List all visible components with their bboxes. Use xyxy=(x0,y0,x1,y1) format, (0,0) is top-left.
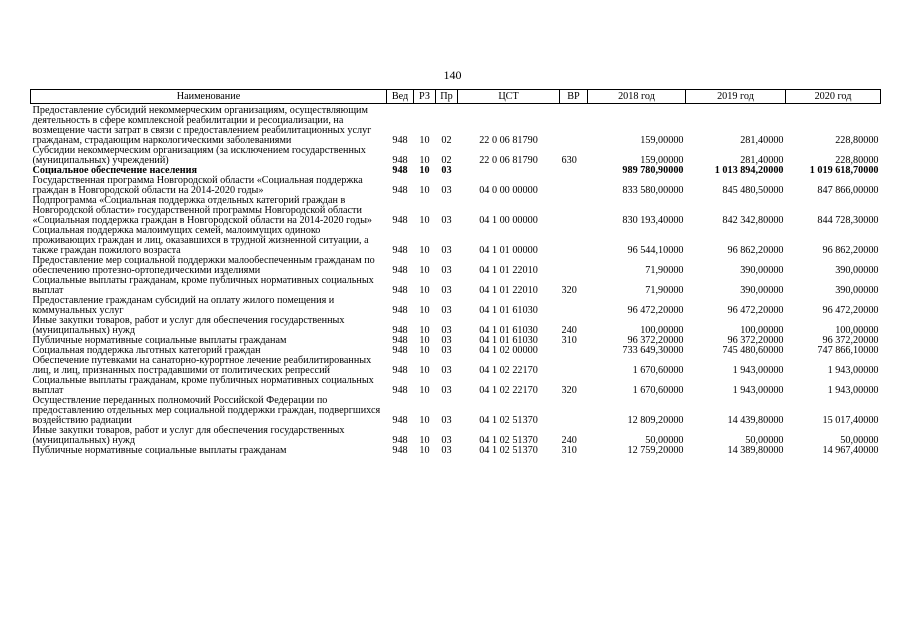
cell-2018: 96 472,20000 xyxy=(627,305,684,316)
cell-2020: 96 472,20000 xyxy=(822,305,879,316)
cell-ved: 948 xyxy=(392,345,408,356)
cell-2019: 96 862,20000 xyxy=(727,245,784,256)
cell-2020: 50,00000 xyxy=(840,435,879,446)
cell-2019: 50,00000 xyxy=(745,435,784,446)
cell-name: Субсидии некоммерческим организациям (за исключением государственных (муниципальных) учреждений) xyxy=(32,145,366,166)
cell-2020: 847 866,00000 xyxy=(817,185,879,196)
cell-2020: 1 019 618,70000 xyxy=(809,165,879,176)
cell-ved: 948 xyxy=(392,185,408,196)
cell-name: Публичные нормативные социальные выплаты гражданам xyxy=(32,335,287,346)
cell-2018: 833 580,00000 xyxy=(622,185,684,196)
cell-name: Социальная поддержка малоимущих семей, малоимущих одиноко проживающих граждан и лиц, оказавшихся в трудной жизненной ситуации, а также граждан пожилого возраста xyxy=(32,225,369,256)
cell-2018: 50,00000 xyxy=(645,435,684,446)
col-header-name: Наименование xyxy=(31,90,387,104)
cell-cst xyxy=(458,166,560,176)
cell-pr: 03 xyxy=(441,165,452,176)
cell-2018: 100,00000 xyxy=(640,325,684,336)
cell-vr xyxy=(560,196,588,226)
cell-vr: 240 xyxy=(561,435,577,446)
cell-name: Публичные нормативные социальные выплаты гражданам xyxy=(32,445,287,456)
table-row xyxy=(31,276,881,296)
cell-2019: 14 439,80000 xyxy=(727,415,784,426)
cell-ved: 948 xyxy=(392,325,408,336)
budget-table xyxy=(30,89,881,456)
cell-name: Обеспечение путевками на санаторно-курортное лечение реабилитированных лиц, и лиц, признанных пострадавшими от политических репрессий xyxy=(32,355,372,376)
cell-cst: 04 1 02 51370 xyxy=(479,435,538,446)
cell-rz: 10 xyxy=(419,215,430,226)
cell-cst: 04 1 01 00000 xyxy=(479,245,538,256)
cell-vr xyxy=(560,396,588,426)
cell-name: Социальные выплаты гражданам, кроме публичных нормативных социальных выплат xyxy=(32,375,374,396)
cell-2019: 745 480,60000 xyxy=(722,345,784,356)
cell-2019: 281,40000 xyxy=(740,155,784,166)
cell-2020: 15 017,40000 xyxy=(822,415,879,426)
cell-rz: 10 xyxy=(419,135,430,146)
table-row xyxy=(31,316,881,336)
cell-rz: 10 xyxy=(419,155,430,166)
cell-ved: 948 xyxy=(392,215,408,226)
cell-vr: 630 xyxy=(561,155,577,166)
cell-ved: 948 xyxy=(392,305,408,316)
cell-rz: 10 xyxy=(419,445,430,456)
cell-2020: 228,80000 xyxy=(835,155,879,166)
cell-pr: 03 xyxy=(441,285,452,296)
cell-pr: 03 xyxy=(441,365,452,376)
cell-2019: 14 389,80000 xyxy=(727,445,784,456)
cell-2018: 989 780,90000 xyxy=(622,165,684,176)
cell-2019: 1 943,00000 xyxy=(732,365,784,376)
cell-cst: 04 0 00 00000 xyxy=(479,185,538,196)
cell-vr xyxy=(560,346,588,356)
cell-pr: 03 xyxy=(441,305,452,316)
cell-ved: 948 xyxy=(392,245,408,256)
cell-2020: 100,00000 xyxy=(835,325,879,336)
cell-2019: 281,40000 xyxy=(740,135,784,146)
cell-vr xyxy=(560,356,588,376)
cell-vr: 310 xyxy=(561,445,577,456)
table-row xyxy=(31,104,881,147)
cell-2019: 100,00000 xyxy=(740,325,784,336)
cell-ved: 948 xyxy=(392,135,408,146)
cell-rz: 10 xyxy=(419,345,430,356)
table-row xyxy=(31,446,881,456)
col-header-2020: 2020 год xyxy=(786,90,881,104)
cell-2019: 390,00000 xyxy=(740,285,784,296)
table-row xyxy=(31,356,881,376)
cell-vr: 320 xyxy=(561,285,577,296)
cell-pr: 03 xyxy=(441,185,452,196)
cell-ved: 948 xyxy=(392,335,408,346)
cell-pr: 03 xyxy=(441,335,452,346)
cell-pr: 03 xyxy=(441,385,452,396)
cell-name: Социальная поддержка льготных категорий граждан xyxy=(32,345,261,356)
cell-rz: 10 xyxy=(419,305,430,316)
cell-rz: 10 xyxy=(419,415,430,426)
cell-ved: 948 xyxy=(392,165,408,176)
cell-2020: 844 728,30000 xyxy=(817,215,879,226)
cell-name: Осуществление переданных полномочий Российской Федерации по предоставлению отдельных мер социальной поддержки граждан, подвергшихся воздействию радиации xyxy=(32,395,381,426)
cell-2018: 96 544,10000 xyxy=(627,245,684,256)
cell-ved: 948 xyxy=(392,445,408,456)
cell-pr: 03 xyxy=(441,265,452,276)
cell-rz: 10 xyxy=(419,185,430,196)
cell-name: Социальные выплаты гражданам, кроме публичных нормативных социальных выплат xyxy=(32,275,374,296)
cell-rz: 10 xyxy=(419,165,430,176)
cell-cst: 04 1 02 51370 xyxy=(479,415,538,426)
cell-name: Предоставление мер социальной поддержки малообеспеченным гражданам по обеспечению протезно-ортопедическими изделиями xyxy=(32,255,375,276)
cell-2018: 1 670,60000 xyxy=(632,385,684,396)
table-row xyxy=(31,256,881,276)
cell-pr: 03 xyxy=(441,215,452,226)
cell-2020: 96 372,20000 xyxy=(822,335,879,346)
cell-2020: 96 862,20000 xyxy=(822,245,879,256)
cell-name: Предоставление субсидий некоммерческим организациям, осуществляющим деятельность в сфере комплексной реабилитации и ресоциализации, на возмещение части затрат в связи с предоставлением реабилитационных услуг гражданам, страдающим наркологическими заболеваниями xyxy=(32,105,372,146)
table-body xyxy=(31,104,881,457)
cell-rz: 10 xyxy=(419,385,430,396)
cell-name: Государственная программа Новгородской области «Социальная поддержка граждан в Новгородской области на 2014-2020 годы» xyxy=(32,175,363,196)
table-row xyxy=(31,396,881,426)
col-header-cst: ЦСТ xyxy=(458,90,560,104)
cell-ved: 948 xyxy=(392,285,408,296)
col-header-2019: 2019 год xyxy=(686,90,786,104)
table-row xyxy=(31,226,881,256)
cell-cst: 04 1 01 61030 xyxy=(479,325,538,336)
cell-rz: 10 xyxy=(419,435,430,446)
cell-2020: 228,80000 xyxy=(835,135,879,146)
cell-pr: 02 xyxy=(441,155,452,166)
cell-pr: 03 xyxy=(441,435,452,446)
cell-2018: 71,90000 xyxy=(645,285,684,296)
cell-ved: 948 xyxy=(392,385,408,396)
cell-ved: 948 xyxy=(392,265,408,276)
cell-2018: 96 372,20000 xyxy=(627,335,684,346)
cell-2020: 14 967,40000 xyxy=(822,445,879,456)
cell-vr: 320 xyxy=(561,385,577,396)
cell-ved: 948 xyxy=(392,415,408,426)
cell-cst: 04 1 02 00000 xyxy=(479,345,538,356)
cell-ved: 948 xyxy=(392,155,408,166)
table-row xyxy=(31,426,881,446)
cell-pr: 03 xyxy=(441,445,452,456)
col-header-vr: ВР xyxy=(560,90,588,104)
cell-2018: 733 649,30000 xyxy=(622,345,684,356)
cell-cst: 04 1 01 22010 xyxy=(479,265,538,276)
cell-cst: 04 1 00 00000 xyxy=(479,215,538,226)
cell-2020: 1 943,00000 xyxy=(827,385,879,396)
table-row xyxy=(31,176,881,196)
cell-2019: 96 472,20000 xyxy=(727,305,784,316)
cell-pr: 03 xyxy=(441,415,452,426)
cell-rz: 10 xyxy=(419,245,430,256)
cell-pr: 03 xyxy=(441,245,452,256)
cell-2019: 96 372,20000 xyxy=(727,335,784,346)
cell-rz: 10 xyxy=(419,335,430,346)
cell-name: Иные закупки товаров, работ и услуг для обеспечения государственных (муниципальных) нужд xyxy=(32,315,345,336)
cell-name: Предоставление гражданам субсидий на оплату жилого помещения и коммунальных услуг xyxy=(32,295,335,316)
cell-2018: 12 759,20000 xyxy=(627,445,684,456)
cell-rz: 10 xyxy=(419,325,430,336)
cell-cst: 04 1 02 22170 xyxy=(479,385,538,396)
cell-2018: 159,00000 xyxy=(640,135,684,146)
cell-cst: 04 1 01 22010 xyxy=(479,285,538,296)
cell-cst: 04 1 02 51370 xyxy=(479,445,538,456)
cell-2020: 390,00000 xyxy=(835,285,879,296)
cell-pr: 02 xyxy=(441,135,452,146)
cell-cst: 22 0 06 81790 xyxy=(479,155,538,166)
table-row xyxy=(31,146,881,166)
cell-2019: 1 943,00000 xyxy=(732,385,784,396)
cell-rz: 10 xyxy=(419,265,430,276)
cell-rz: 10 xyxy=(419,365,430,376)
cell-pr: 03 xyxy=(441,345,452,356)
page-number: 140 xyxy=(443,68,462,82)
cell-2018: 830 193,40000 xyxy=(622,215,684,226)
cell-vr xyxy=(560,296,588,316)
cell-vr xyxy=(560,176,588,196)
cell-2020: 390,00000 xyxy=(835,265,879,276)
cell-2019: 842 342,80000 xyxy=(722,215,784,226)
cell-2018: 1 670,60000 xyxy=(632,365,684,376)
cell-vr xyxy=(560,104,588,147)
cell-vr xyxy=(560,226,588,256)
cell-2018: 71,90000 xyxy=(645,265,684,276)
table-header-row xyxy=(31,90,881,104)
cell-ved: 948 xyxy=(392,435,408,446)
cell-name: Иные закупки товаров, работ и услуг для обеспечения государственных (муниципальных) нужд xyxy=(32,425,345,446)
cell-2019: 1 013 894,20000 xyxy=(714,165,784,176)
table-row xyxy=(31,296,881,316)
cell-name: Подпрограмма «Социальная поддержка отдельных категорий граждан в Новгородской области» государственной программы Новгородской области «Социальная поддержка граждан в Новгородской области на 2014-2020 годы» xyxy=(32,195,373,226)
cell-cst: 04 1 01 61030 xyxy=(479,335,538,346)
cell-2020: 747 866,10000 xyxy=(817,345,879,356)
col-header-pr: Пр xyxy=(436,90,458,104)
cell-2019: 845 480,50000 xyxy=(722,185,784,196)
col-header-ved: Вед xyxy=(387,90,414,104)
cell-2018: 159,00000 xyxy=(640,155,684,166)
cell-cst: 04 1 02 22170 xyxy=(479,365,538,376)
cell-2018: 12 809,20000 xyxy=(627,415,684,426)
cell-vr xyxy=(560,256,588,276)
cell-ved: 948 xyxy=(392,365,408,376)
cell-pr: 03 xyxy=(441,325,452,336)
cell-name: Социальное обеспечение населения xyxy=(32,165,198,176)
col-header-rz: РЗ xyxy=(414,90,436,104)
cell-cst: 04 1 01 61030 xyxy=(479,305,538,316)
cell-2020: 1 943,00000 xyxy=(827,365,879,376)
cell-vr xyxy=(560,166,588,176)
table-row xyxy=(31,196,881,226)
cell-vr: 310 xyxy=(561,335,577,346)
cell-cst: 22 0 06 81790 xyxy=(479,135,538,146)
cell-rz: 10 xyxy=(419,285,430,296)
cell-vr: 240 xyxy=(561,325,577,336)
table-row xyxy=(31,376,881,396)
cell-2019: 390,00000 xyxy=(740,265,784,276)
col-header-2018: 2018 год xyxy=(588,90,686,104)
